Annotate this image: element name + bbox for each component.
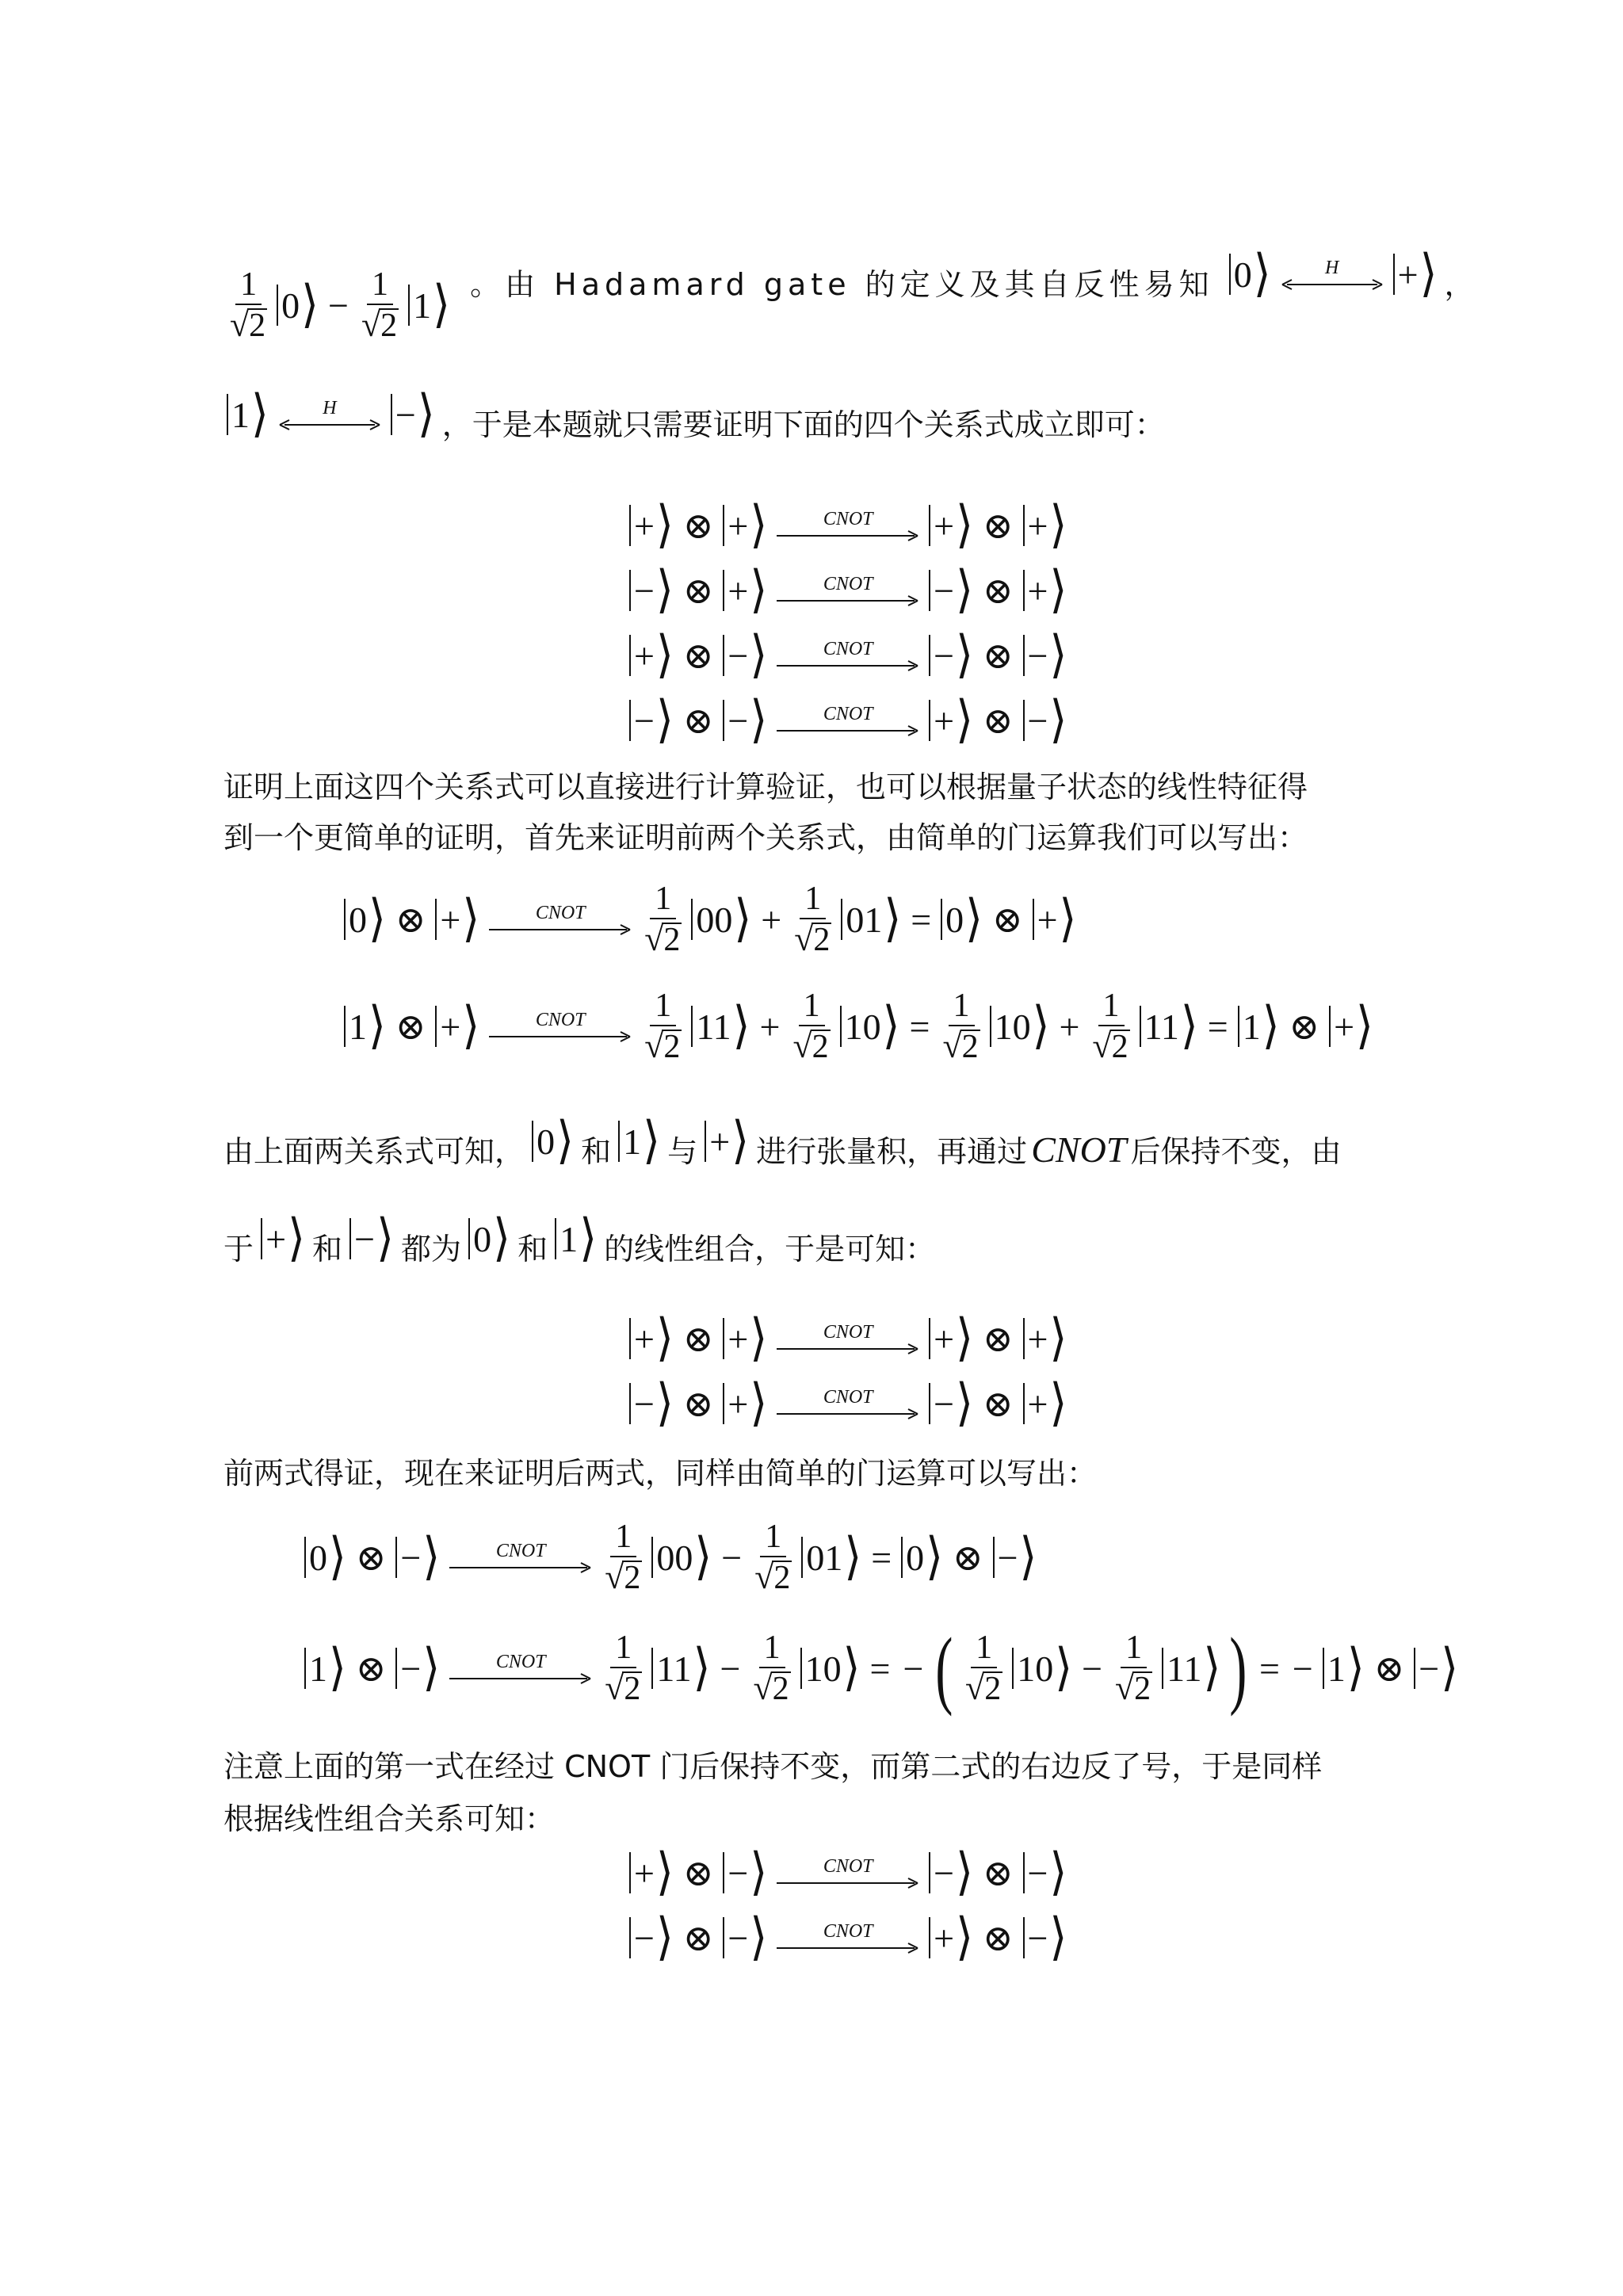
- derivation-2-row-2: 1 ⟩ ⊗ − ⟩ CNOT 1 √ 2 11 ⟩ − 1 √ 2 10 ⟩ = − ( 1 √ 2 10 ⟩ − 1 √ 2 11 ⟩ ) = − 1 ⟩ ⊗ − ⟩: [301, 1625, 1461, 1712]
- derivation-2-row-1: 0 ⟩ ⊗ − ⟩ CNOT 1 √ 2 00 ⟩ − 1 √ 2 01 ⟩ = 0 ⟩ ⊗ − ⟩: [301, 1518, 1040, 1597]
- cnot-arrow: CNOT: [489, 903, 632, 936]
- relation-row: + ⟩ ⊗ + ⟩ CNOT + ⟩ ⊗ + ⟩: [626, 1306, 1070, 1371]
- intro-text-mid: 。由 Hadamard gate 的定义及其自反性易知: [470, 267, 1214, 302]
- h-double-arrow: H: [1281, 258, 1384, 291]
- relation-row: − ⟩ ⊗ − ⟩ CNOT + ⟩ ⊗ − ⟩: [626, 1905, 1070, 1970]
- paragraph-2-line-2: 到一个更简单的证明，首先来证明前两个关系式，由简单的门运算我们可以写出：: [223, 820, 1308, 855]
- paragraph-2-line-1: 证明上面这四个关系式可以直接进行计算验证，也可以根据量子状态的线性特征得: [223, 770, 1308, 804]
- cnot-arrow: CNOT: [449, 1652, 592, 1685]
- cnot-arrow: CNOT: [777, 639, 919, 672]
- cnot-arrow: CNOT: [777, 509, 919, 542]
- intro-line-1: 1 √ 2 0 ⟩ − 1 √ 2 1 ⟩ 。由 Hadamard gate 的定义及其自反性易知 0 ⟩ H + ⟩ ，: [223, 252, 1475, 345]
- cnot-arrow: CNOT: [449, 1541, 592, 1574]
- cnot-arrow: CNOT: [489, 1010, 632, 1043]
- fraction: 1 √ 2: [230, 266, 266, 344]
- paragraph-4-line-1: 前两式得证，现在来证明后两式，同样由简单的门运算可以写出：: [223, 1456, 1098, 1491]
- relation-row: + ⟩ ⊗ − ⟩ CNOT − ⟩ ⊗ − ⟩: [626, 623, 1070, 688]
- relations-block-1: [626, 493, 1070, 753]
- cnot-arrow: CNOT: [777, 704, 919, 737]
- paragraph-5-line-2: 根据线性组合关系可知：: [223, 1801, 556, 1836]
- cnot-arrow: CNOT: [777, 1921, 919, 1954]
- cnot-arrow: CNOT: [777, 1856, 919, 1889]
- ket-1: 1 ⟩: [408, 283, 450, 327]
- paragraph-5-line-1: 注意上面的第一式在经过 CNOT 门后保持不变，而第二式的右边反了号，于是同样: [223, 1749, 1323, 1784]
- cnot-arrow: CNOT: [777, 574, 919, 607]
- relation-row: − ⟩ ⊗ − ⟩ CNOT + ⟩ ⊗ − ⟩: [626, 688, 1070, 753]
- relation-row: − ⟩ ⊗ + ⟩ CNOT − ⟩ ⊗ + ⟩: [626, 558, 1070, 623]
- cnot-arrow: CNOT: [777, 1322, 919, 1355]
- h-double-arrow: H: [278, 398, 381, 431]
- relation-row: + ⟩ ⊗ + ⟩ CNOT + ⟩ ⊗ + ⟩: [626, 493, 1070, 558]
- paragraph-3-line-2: 于 + ⟩ 和 − ⟩ 都为 0 ⟩ 和 1 ⟩ 的线性组合，于是可知：: [223, 1210, 936, 1267]
- relations-block-2: [626, 1306, 1070, 1436]
- ket-0: 0 ⟩: [277, 283, 319, 327]
- derivation-1-row-1: 0 ⟩ ⊗ + ⟩ CNOT 1 √ 2 00 ⟩ + 1 √ 2 01 ⟩ = 0 ⟩ ⊗ + ⟩: [341, 880, 1079, 959]
- derivation-1-row-2: 1 ⟩ ⊗ + ⟩ CNOT 1 √ 2 11 ⟩ + 1 √ 2 10 ⟩ = 1 √ 2 10 ⟩ + 1 √ 2 11 ⟩ = 1 ⟩ ⊗ + ⟩: [341, 987, 1377, 1066]
- paragraph-3-line-1: 由上面两关系式可知， 0 ⟩ 和 1 ⟩ 与 + ⟩ 进行张量积，再通过 CNOT 后保持不变，由: [223, 1113, 1342, 1170]
- relations-block-3: [626, 1840, 1070, 1970]
- relation-row: + ⟩ ⊗ − ⟩ CNOT − ⟩ ⊗ − ⟩: [626, 1840, 1070, 1905]
- relation-row: − ⟩ ⊗ + ⟩ CNOT − ⟩ ⊗ + ⟩: [626, 1371, 1070, 1436]
- intro-line-2: 1 ⟩ H − ⟩ ，于是本题就只需要证明下面的四个关系式成立即可：: [223, 392, 1165, 451]
- cnot-arrow: CNOT: [777, 1387, 919, 1420]
